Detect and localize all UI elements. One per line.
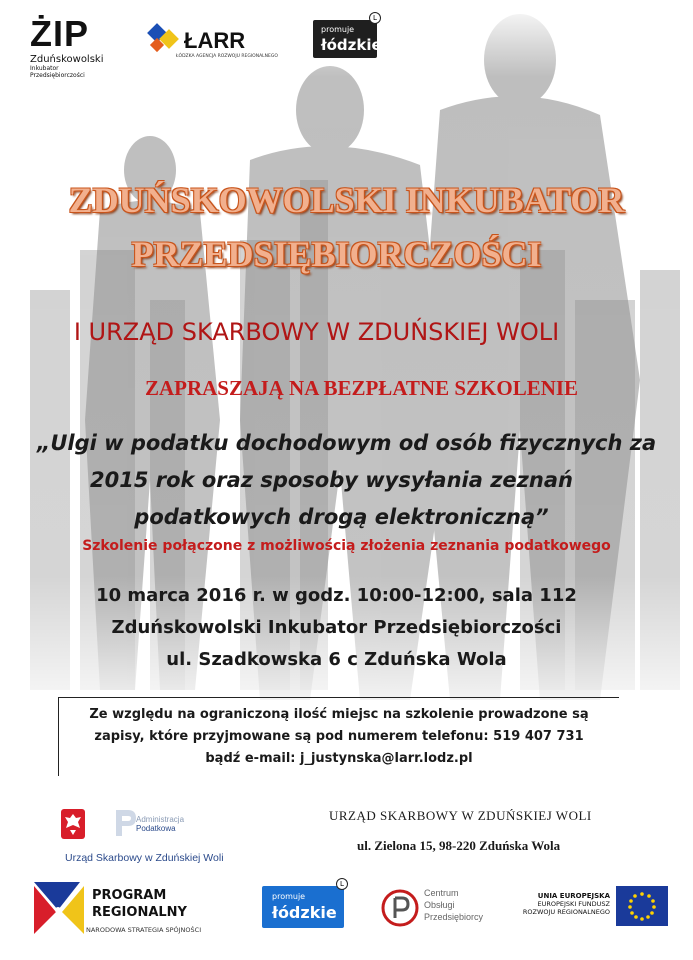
promuje-big-text: łódzkie <box>321 36 382 54</box>
larr-icon <box>146 18 186 58</box>
administracja-label-1: Administracja <box>136 815 185 824</box>
promuje-bottom-big-text: łódzkie <box>272 903 337 922</box>
program-line2: REGIONALNY <box>92 905 187 920</box>
eu-line2: EUROPEJSKI FUNDUSZ <box>537 900 610 908</box>
centrum-obslugi-icon <box>380 888 420 928</box>
tax-office-caption: Urząd Skarbowy w Zduńskiej Woli <box>65 852 224 864</box>
centrum-line1: Centrum <box>424 888 459 898</box>
program-regionalny-icon <box>30 876 88 938</box>
larr-logo-tagline: ŁÓDZKA AGENCJA ROZWOJU REGIONALNEGO <box>176 54 278 59</box>
registration-line3: bądź e-mail: j_justynska@larr.lodz.pl <box>205 751 473 766</box>
polish-eagle-emblem-icon <box>60 808 86 842</box>
event-date-line: 10 marca 2016 r. w godz. 10:00-12:00, sala 112 <box>96 585 577 606</box>
eu-flag-icon <box>616 886 668 926</box>
main-title-line1: ZDUŃSKOWOLSKI INKUBATOR <box>68 180 625 220</box>
copyright-mark-bottom: L <box>336 878 348 890</box>
registration-box <box>58 697 619 776</box>
eu-line3: ROZWOJU REGIONALNEGO <box>522 908 610 916</box>
promuje-lodzkie-logo-top <box>313 14 382 58</box>
centrum-obslugi-logo <box>380 884 490 930</box>
program-regionalny-logo <box>30 876 240 938</box>
registration-line2: zapisy, które przyjmowane są pod numerem telefonu: 519 407 731 <box>94 729 584 744</box>
zip-logo-line2: Inkubator Przedsiębiorczości <box>30 65 85 79</box>
topic-line3: podatkowych drogą elektroniczną” <box>134 505 549 529</box>
invitation-heading: ZAPRASZAJĄ NA BEZPŁATNE SZKOLENIE <box>144 376 579 400</box>
copyright-mark: L <box>369 12 381 24</box>
promuje-bottom-small-text: promuje <box>272 892 306 901</box>
promuje-lodzkie-logo-bottom <box>262 880 344 928</box>
topic-line1: „Ulgi w podatku dochodowym od osób fizycznych za <box>36 431 657 455</box>
registration-line1: Ze względu na ograniczoną ilość miejsc na szkolenie prowadzone są <box>89 707 589 722</box>
program-line1: PROGRAM <box>92 888 167 903</box>
promuje-small-text: promuje <box>321 25 355 34</box>
tax-office-address: ul. Zielona 15, 98-220 Zduńska Wola <box>357 838 561 853</box>
administracja-label <box>136 815 184 833</box>
main-title-line2: PRZEDSIĘBIORCZOŚCI <box>131 234 542 274</box>
centrum-line3: Przedsiębiorcy <box>424 912 484 922</box>
event-venue-line: Zduńskowolski Inkubator Przedsiębiorczości <box>111 617 562 638</box>
program-line3: NARODOWA STRATEGIA SPÓJNOŚCI <box>86 926 202 934</box>
larr-logo-mark: ŁARR <box>184 28 246 53</box>
eu-line1: UNIA EUROPEJSKA <box>537 892 610 900</box>
larr-logo <box>146 18 276 58</box>
zip-logo-mark: ŻIP <box>30 13 90 54</box>
tax-office-name: URZĄD SKARBOWY W ZDUŃSKIEJ WOLI <box>329 808 592 823</box>
event-address-line: ul. Szadkowska 6 c Zduńska Wola <box>166 649 507 670</box>
subtitle: I URZĄD SKARBOWY W ZDUŃSKIEJ WOLI <box>73 318 560 346</box>
training-note: Szkolenie połączone z możliwością złożenia zeznania podatkowego <box>82 538 611 554</box>
topic-line2: 2015 rok oraz sposoby wysyłania zeznań <box>90 468 573 492</box>
zip-logo-line1: Zduńskowolski <box>30 54 104 65</box>
zip-logo <box>30 13 110 79</box>
eu-logo-text <box>504 892 610 916</box>
centrum-line2: Obsługi <box>424 900 455 910</box>
administracja-label-2: Podatkowa <box>136 824 176 833</box>
